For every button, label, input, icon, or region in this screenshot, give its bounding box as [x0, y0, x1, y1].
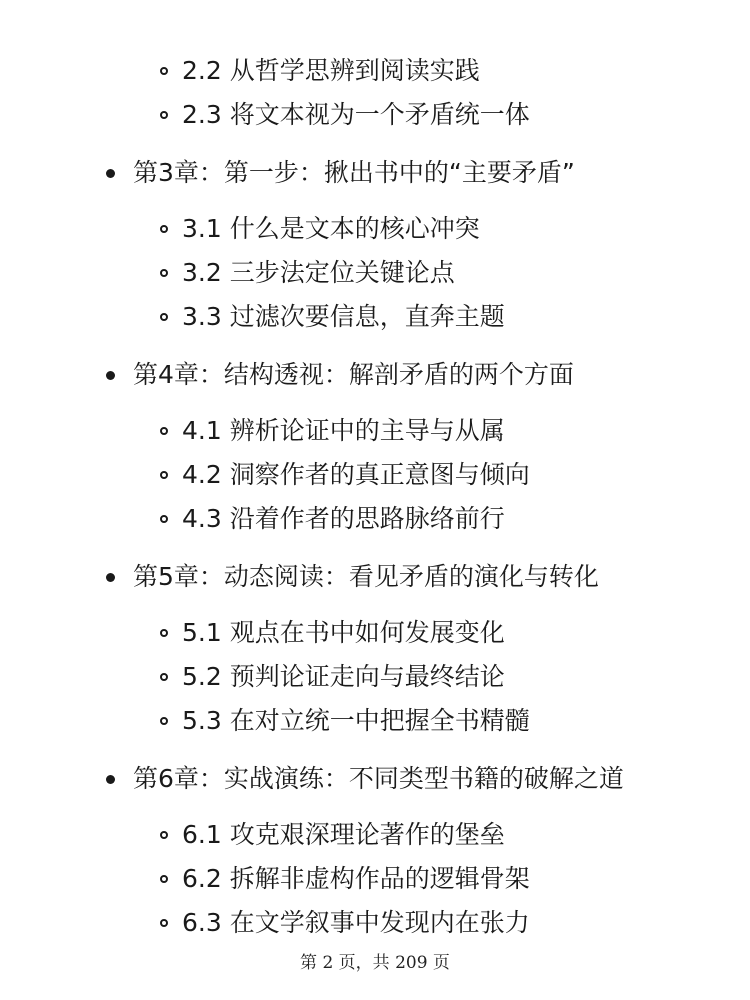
toc-section-4-2 — [160, 455, 530, 495]
hollow-circle-bullet-icon — [160, 471, 168, 479]
toc-section-label: 2.2 从哲学思辨到阅读实践 — [182, 56, 480, 85]
toc-section-label: 6.2 拆解非虚构作品的逻辑骨架 — [182, 864, 530, 893]
toc-chapter-3 — [106, 153, 575, 193]
toc-section-6-1 — [160, 815, 505, 855]
toc-section-label: 2.3 将文本视为一个矛盾统一体 — [182, 100, 530, 129]
toc-section-5-2 — [160, 657, 505, 697]
toc-section-4-3 — [160, 499, 505, 539]
toc-section-2-2 — [160, 51, 480, 91]
hollow-circle-bullet-icon — [160, 67, 168, 75]
filled-dot-bullet-icon — [106, 573, 115, 582]
toc-chapter-4 — [106, 355, 574, 395]
toc-chapter-6 — [106, 759, 624, 799]
toc-chapter-label: 第3章：第一步：揪出书中的“主要矛盾” — [133, 158, 575, 187]
toc-chapter-5 — [106, 557, 599, 597]
toc-chapter-label: 第5章：动态阅读：看见矛盾的演化与转化 — [133, 562, 599, 591]
toc-section-label: 5.2 预判论证走向与最终结论 — [182, 662, 505, 691]
toc-section-label: 6.1 攻克艰深理论著作的堡垒 — [182, 820, 505, 849]
hollow-circle-bullet-icon — [160, 629, 168, 637]
toc-section-label: 4.1 辨析论证中的主导与从属 — [182, 416, 505, 445]
toc-section-label: 6.3 在文学叙事中发现内在张力 — [182, 908, 530, 937]
filled-dot-bullet-icon — [106, 169, 115, 178]
toc-chapter-label: 第6章：实战演练：不同类型书籍的破解之道 — [133, 764, 624, 793]
toc-section-label: 3.1 什么是文本的核心冲突 — [182, 214, 480, 243]
toc-section-4-1 — [160, 411, 505, 451]
hollow-circle-bullet-icon — [160, 111, 168, 119]
filled-dot-bullet-icon — [106, 775, 115, 784]
toc-section-label: 4.3 沿着作者的思路脉络前行 — [182, 504, 505, 533]
hollow-circle-bullet-icon — [160, 313, 168, 321]
toc-section-5-1 — [160, 613, 505, 653]
toc-section-2-3 — [160, 95, 530, 135]
hollow-circle-bullet-icon — [160, 875, 168, 883]
hollow-circle-bullet-icon — [160, 919, 168, 927]
toc-section-6-3 — [160, 903, 530, 943]
toc-section-6-2 — [160, 859, 530, 899]
hollow-circle-bullet-icon — [160, 225, 168, 233]
toc-section-3-1 — [160, 209, 480, 249]
toc-chapter-label: 第4章：结构透视：解剖矛盾的两个方面 — [133, 360, 574, 389]
hollow-circle-bullet-icon — [160, 717, 168, 725]
hollow-circle-bullet-icon — [160, 427, 168, 435]
toc-section-3-3 — [160, 297, 505, 337]
page-number-footer: 第 2 页，共 209 页 — [300, 953, 450, 973]
hollow-circle-bullet-icon — [160, 831, 168, 839]
toc-section-label: 3.3 过滤次要信息，直奔主题 — [182, 302, 505, 331]
toc-section-5-3 — [160, 701, 530, 741]
hollow-circle-bullet-icon — [160, 673, 168, 681]
hollow-circle-bullet-icon — [160, 515, 168, 523]
toc-section-label: 4.2 洞察作者的真正意图与倾向 — [182, 460, 530, 489]
filled-dot-bullet-icon — [106, 371, 115, 380]
hollow-circle-bullet-icon — [160, 269, 168, 277]
toc-section-label: 5.3 在对立统一中把握全书精髓 — [182, 706, 530, 735]
toc-section-label: 5.1 观点在书中如何发展变化 — [182, 618, 505, 647]
toc-section-label: 3.2 三步法定位关键论点 — [182, 258, 455, 287]
toc-section-3-2 — [160, 253, 455, 293]
